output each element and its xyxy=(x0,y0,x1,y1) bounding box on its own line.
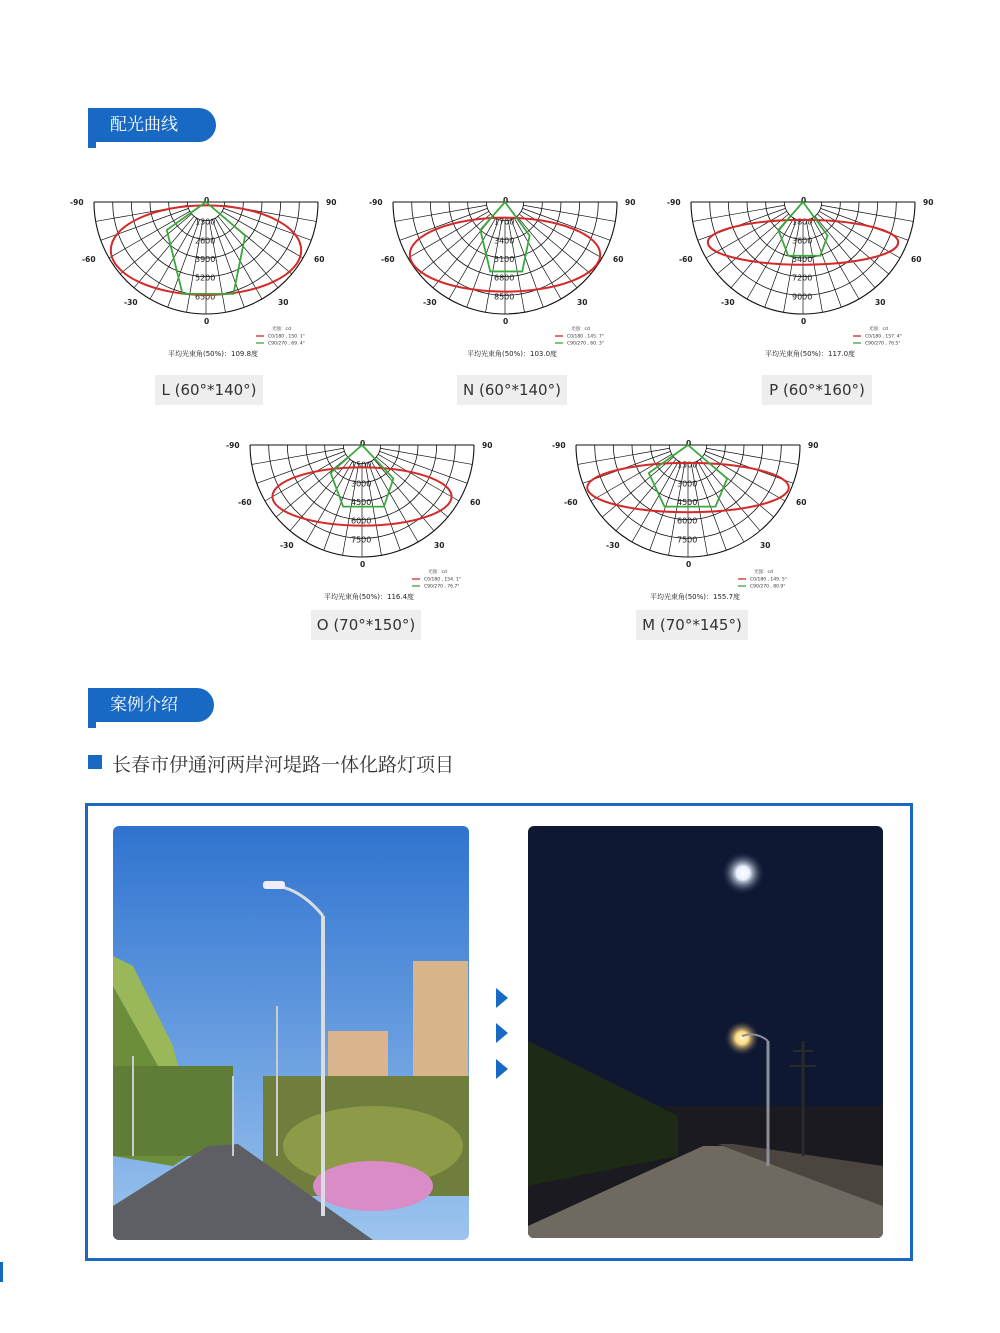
angle-label: -60 xyxy=(82,255,96,264)
angle-label: -30 xyxy=(423,298,437,307)
candela-tick-label: 5100 xyxy=(494,255,515,264)
candela-tick-label: 3900 xyxy=(195,255,216,264)
grid-radial xyxy=(218,216,278,287)
angle-label: 0 xyxy=(503,317,509,326)
section-tag-light-distribution xyxy=(88,108,216,142)
candela-tick-label: 6500 xyxy=(195,292,216,302)
angle-label: 90 xyxy=(625,198,636,207)
angle-label: 90 xyxy=(482,441,493,450)
polar-diagram xyxy=(70,192,337,362)
legend-c0: C0/180 , 150. 1° xyxy=(268,334,305,340)
legend-c90: C90/270 , 60. 3° xyxy=(567,341,604,347)
photo-frame xyxy=(85,803,913,1261)
angle-label: 60 xyxy=(314,255,325,264)
grid-radial xyxy=(815,216,875,287)
legend-unit: 光强：cd xyxy=(754,570,773,575)
candela-tick-label: 3400 xyxy=(494,236,515,246)
candela-tick-label: 6000 xyxy=(677,516,698,526)
candela-tick-label: 5400 xyxy=(792,255,813,264)
polar-chart-L xyxy=(70,192,337,362)
polar-chart-P xyxy=(667,192,934,362)
candela-tick-label: 7500 xyxy=(351,535,372,545)
polar-diagram xyxy=(552,435,819,605)
page-edge-mark xyxy=(0,1262,3,1282)
legend-c90: C90/270 , 69. 4° xyxy=(268,341,305,347)
candela-tick-label: 4500 xyxy=(351,498,372,507)
grid-radial xyxy=(616,459,676,530)
angle-label: 0 xyxy=(204,196,210,205)
candela-tick-label: 1500 xyxy=(677,460,698,470)
candela-tick-label: 5200 xyxy=(195,273,216,283)
angle-label: -90 xyxy=(70,198,84,207)
angle-label: 90 xyxy=(326,198,337,207)
angle-label: -30 xyxy=(280,541,294,550)
polar-diagram xyxy=(226,435,493,605)
legend-c0: C0/180 , 149. 5° xyxy=(750,577,787,583)
candela-tick-label: 1700 xyxy=(494,217,515,227)
angle-label: 30 xyxy=(278,298,289,307)
angle-label: 30 xyxy=(760,541,771,550)
angle-label: 0 xyxy=(503,196,509,205)
angle-label: -90 xyxy=(226,441,240,450)
section-title: 配光曲线 xyxy=(110,115,178,135)
angle-label: 0 xyxy=(801,317,807,326)
candela-tick-label: 1500 xyxy=(351,460,372,470)
grid-radial xyxy=(700,459,760,530)
legend-unit: 光强：cd xyxy=(428,570,447,575)
legend-c0: C0/180 , 157. 4° xyxy=(865,334,902,340)
average-beam-angle: 平均光束角(50%)：109.8度 xyxy=(168,350,259,358)
polar-diagram xyxy=(667,192,934,362)
angle-label: -90 xyxy=(369,198,383,207)
candela-tick-label: 1300 xyxy=(195,217,216,227)
arrow-right-icon xyxy=(496,1059,510,1083)
night-photo xyxy=(528,826,883,1238)
arrow-right-icon xyxy=(496,988,510,1012)
angle-label: 60 xyxy=(911,255,922,264)
polar-diagram xyxy=(369,192,636,362)
candela-tick-label: 7200 xyxy=(792,273,813,283)
legend-c0: C0/180 , 145. 7° xyxy=(567,334,604,340)
chart-label-N: N (60°*140°) xyxy=(457,375,567,405)
angle-label: 30 xyxy=(875,298,886,307)
chart-label-L: L (60°*140°) xyxy=(155,375,263,405)
angle-label: -60 xyxy=(564,498,578,507)
legend-unit: 光强：cd xyxy=(272,327,291,332)
angle-label: 0 xyxy=(360,560,366,569)
grid-radial xyxy=(134,216,194,287)
angle-label: 90 xyxy=(808,441,819,450)
angle-label: -60 xyxy=(381,255,395,264)
angle-label: -60 xyxy=(238,498,252,507)
angle-label: 90 xyxy=(923,198,934,207)
legend-c90: C90/270 , 76.5° xyxy=(865,341,901,347)
candela-tick-label: 3600 xyxy=(792,236,813,246)
case-title: 长春市伊通河两岸河堤路一体化路灯项目 xyxy=(112,754,455,776)
candela-tick-label: 7500 xyxy=(677,535,698,545)
angle-label: 60 xyxy=(470,498,481,507)
average-beam-angle: 平均光束角(50%)：155.7度 xyxy=(650,593,741,601)
polar-chart-N xyxy=(369,192,636,362)
day-photo xyxy=(113,826,469,1240)
candela-tick-label: 3000 xyxy=(677,479,698,489)
average-beam-angle: 平均光束角(50%)：116.4度 xyxy=(324,593,415,601)
candela-tick-label: 3000 xyxy=(351,479,372,489)
angle-label: -90 xyxy=(552,441,566,450)
angle-label: 60 xyxy=(613,255,624,264)
arrow-right-icon xyxy=(496,1023,510,1047)
legend-c0: C0/180 , 154. 1° xyxy=(424,577,461,583)
candela-tick-label: 8500 xyxy=(494,292,515,302)
legend-unit: 光强：cd xyxy=(571,327,590,332)
legend-unit: 光强：cd xyxy=(869,327,888,332)
bullet-square-icon xyxy=(88,755,102,769)
angle-label: -60 xyxy=(679,255,693,264)
candela-tick-label: 9000 xyxy=(792,292,813,302)
legend-c90: C90/270 , 80.9° xyxy=(750,584,786,590)
candela-tick-label: 6000 xyxy=(351,516,372,526)
angle-label: 0 xyxy=(686,560,692,569)
angle-label: -30 xyxy=(721,298,735,307)
grid-radial xyxy=(376,457,447,517)
angle-label: -30 xyxy=(124,298,138,307)
candela-tick-label: 1800 xyxy=(792,217,813,227)
legend-c90: C90/270 , 76.7° xyxy=(424,584,460,590)
average-beam-angle: 平均光束角(50%)：117.0度 xyxy=(765,350,856,358)
angle-label: 60 xyxy=(796,498,807,507)
angle-label: 0 xyxy=(686,439,692,448)
angle-label: 0 xyxy=(360,439,366,448)
angle-label: -30 xyxy=(606,541,620,550)
angle-label: 30 xyxy=(577,298,588,307)
average-beam-angle: 平均光束角(50%)：103.0度 xyxy=(467,350,558,358)
grid-radial xyxy=(276,457,347,517)
chart-label-O: O (70°*150°) xyxy=(311,610,421,640)
candela-tick-label: 6800 xyxy=(494,273,515,283)
candela-tick-label: 4500 xyxy=(677,498,698,507)
section-tag-case-intro xyxy=(88,688,214,722)
angle-label: 0 xyxy=(801,196,807,205)
angle-label: 30 xyxy=(434,541,445,550)
chart-label-M: M (70°*145°) xyxy=(636,610,748,640)
polar-chart-O xyxy=(226,435,493,605)
angle-label: -90 xyxy=(667,198,681,207)
angle-label: 0 xyxy=(204,317,210,326)
section-title: 案例介绍 xyxy=(110,695,178,715)
polar-chart-M xyxy=(552,435,819,605)
chart-label-P: P (60°*160°) xyxy=(762,375,872,405)
candela-tick-label: 2600 xyxy=(195,236,216,246)
